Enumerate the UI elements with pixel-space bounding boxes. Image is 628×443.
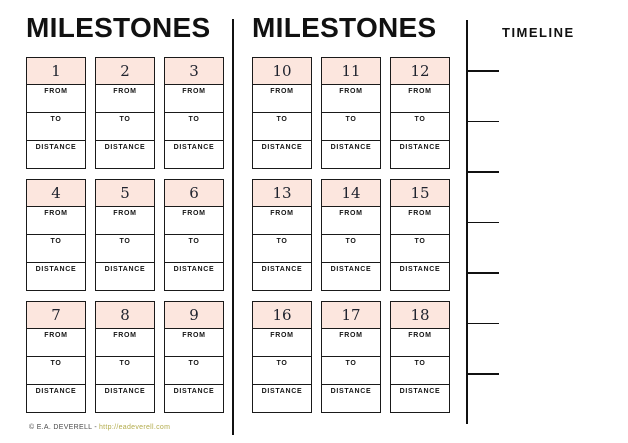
- timeline-tick: [466, 171, 499, 173]
- distance-write-area: [96, 152, 154, 168]
- from-field: [27, 328, 85, 356]
- card-number-cell: [253, 58, 311, 84]
- to-label: TO: [188, 360, 200, 367]
- distance-field: [27, 384, 85, 412]
- distance-write-area: [322, 274, 380, 290]
- card-number-cell: [165, 302, 223, 328]
- milestone-card: [26, 57, 86, 169]
- from-label: FROM: [408, 88, 432, 95]
- distance-write-area: [27, 274, 85, 290]
- to-write-area: [253, 124, 311, 140]
- from-label: FROM: [270, 88, 294, 95]
- card-number-cell: [322, 302, 380, 328]
- milestones-title-right: MILESTONES: [252, 12, 437, 43]
- to-label: TO: [276, 116, 288, 123]
- to-field: [165, 112, 223, 140]
- from-field: [96, 328, 154, 356]
- to-label: TO: [50, 116, 62, 123]
- to-write-area: [253, 368, 311, 384]
- distance-write-area: [165, 396, 223, 412]
- card-number: 7: [51, 305, 61, 324]
- from-field: [165, 328, 223, 356]
- distance-write-area: [253, 274, 311, 290]
- timeline-tick: [466, 121, 499, 123]
- card-number-cell: [322, 180, 380, 206]
- card-number: 1: [51, 61, 61, 80]
- to-write-area: [96, 124, 154, 140]
- from-field: [322, 84, 380, 112]
- card-number: 14: [341, 183, 361, 202]
- card-number: 10: [272, 61, 292, 80]
- to-write-area: [391, 246, 449, 262]
- card-number-cell: [391, 180, 449, 206]
- to-label: TO: [276, 360, 288, 367]
- from-label: FROM: [270, 210, 294, 217]
- milestones-grid-right: [252, 57, 450, 413]
- from-label: FROM: [113, 332, 137, 339]
- from-field: [96, 84, 154, 112]
- distance-field: [391, 140, 449, 168]
- timeline-tick: [466, 272, 499, 274]
- distance-field: [391, 262, 449, 290]
- distance-label: DISTANCE: [104, 388, 146, 395]
- to-label: TO: [276, 238, 288, 245]
- card-number-cell: [391, 58, 449, 84]
- milestone-card: [252, 301, 312, 413]
- from-write-area: [253, 96, 311, 112]
- distance-field: [165, 384, 223, 412]
- footer-link[interactable]: http://eadeverell.com: [98, 424, 171, 431]
- distance-field: [391, 384, 449, 412]
- to-field: [165, 356, 223, 384]
- card-number: 5: [120, 183, 130, 202]
- distance-field: [253, 140, 311, 168]
- to-field: [253, 356, 311, 384]
- copyright-text: © E.A. DEVERELL -: [29, 424, 97, 431]
- timeline-tick: [466, 222, 499, 224]
- milestone-card: [390, 57, 450, 169]
- card-number: 11: [341, 61, 361, 80]
- from-label: FROM: [339, 88, 363, 95]
- to-label: TO: [345, 360, 357, 367]
- to-write-area: [322, 124, 380, 140]
- from-field: [27, 84, 85, 112]
- to-write-area: [27, 368, 85, 384]
- to-write-area: [96, 368, 154, 384]
- from-label: FROM: [182, 210, 206, 217]
- from-label: FROM: [408, 332, 432, 339]
- card-number: 8: [120, 305, 130, 324]
- distance-field: [165, 262, 223, 290]
- distance-label: DISTANCE: [35, 388, 77, 395]
- from-field: [253, 206, 311, 234]
- distance-label: DISTANCE: [261, 388, 303, 395]
- card-number: 4: [51, 183, 61, 202]
- to-field: [96, 234, 154, 262]
- to-label: TO: [188, 238, 200, 245]
- from-write-area: [391, 340, 449, 356]
- footer: [29, 424, 170, 431]
- to-write-area: [96, 246, 154, 262]
- card-number: 2: [120, 61, 130, 80]
- distance-write-area: [96, 274, 154, 290]
- distance-label: DISTANCE: [104, 266, 146, 273]
- to-label: TO: [50, 238, 62, 245]
- timeline-ticks: [466, 0, 499, 443]
- milestone-card: [252, 57, 312, 169]
- distance-write-area: [27, 152, 85, 168]
- distance-write-area: [253, 396, 311, 412]
- card-number-cell: [253, 180, 311, 206]
- to-field: [391, 112, 449, 140]
- from-field: [27, 206, 85, 234]
- to-label: TO: [414, 116, 426, 123]
- card-number: 12: [410, 61, 430, 80]
- from-label: FROM: [339, 210, 363, 217]
- to-label: TO: [119, 238, 131, 245]
- timeline-tick: [466, 373, 499, 375]
- from-field: [391, 328, 449, 356]
- from-write-area: [253, 218, 311, 234]
- distance-field: [253, 384, 311, 412]
- card-number: 3: [189, 61, 199, 80]
- distance-field: [322, 140, 380, 168]
- from-write-area: [27, 218, 85, 234]
- milestone-card: [95, 179, 155, 291]
- from-field: [165, 84, 223, 112]
- distance-field: [322, 262, 380, 290]
- to-label: TO: [414, 360, 426, 367]
- timeline-tick: [466, 70, 499, 72]
- card-number: 17: [341, 305, 361, 324]
- card-number: 16: [272, 305, 292, 324]
- to-label: TO: [119, 116, 131, 123]
- card-number-cell: [96, 58, 154, 84]
- distance-label: DISTANCE: [35, 144, 77, 151]
- to-write-area: [27, 124, 85, 140]
- distance-label: DISTANCE: [261, 144, 303, 151]
- to-write-area: [165, 246, 223, 262]
- milestone-card: [164, 57, 224, 169]
- from-field: [165, 206, 223, 234]
- distance-write-area: [96, 396, 154, 412]
- card-number-cell: [27, 58, 85, 84]
- to-field: [96, 356, 154, 384]
- to-field: [391, 234, 449, 262]
- from-label: FROM: [44, 210, 68, 217]
- card-number-cell: [96, 180, 154, 206]
- to-field: [322, 356, 380, 384]
- distance-label: DISTANCE: [330, 144, 372, 151]
- to-field: [27, 234, 85, 262]
- to-field: [322, 112, 380, 140]
- from-label: FROM: [408, 210, 432, 217]
- card-number-cell: [27, 180, 85, 206]
- milestone-card: [390, 301, 450, 413]
- distance-field: [96, 262, 154, 290]
- distance-field: [322, 384, 380, 412]
- to-write-area: [322, 246, 380, 262]
- distance-field: [96, 384, 154, 412]
- distance-field: [96, 140, 154, 168]
- distance-write-area: [253, 152, 311, 168]
- milestone-card: [95, 301, 155, 413]
- card-number: 18: [410, 305, 430, 324]
- distance-label: DISTANCE: [330, 266, 372, 273]
- from-write-area: [253, 340, 311, 356]
- to-field: [253, 234, 311, 262]
- to-field: [165, 234, 223, 262]
- from-field: [96, 206, 154, 234]
- to-write-area: [165, 124, 223, 140]
- to-write-area: [165, 368, 223, 384]
- distance-label: DISTANCE: [173, 144, 215, 151]
- card-number: 15: [410, 183, 430, 202]
- distance-field: [27, 140, 85, 168]
- from-field: [253, 84, 311, 112]
- distance-write-area: [27, 396, 85, 412]
- to-write-area: [391, 368, 449, 384]
- from-label: FROM: [182, 88, 206, 95]
- from-field: [322, 206, 380, 234]
- to-label: TO: [345, 116, 357, 123]
- distance-write-area: [391, 152, 449, 168]
- from-write-area: [391, 218, 449, 234]
- from-label: FROM: [182, 332, 206, 339]
- from-write-area: [165, 340, 223, 356]
- milestones-title-left: MILESTONES: [26, 12, 211, 43]
- from-write-area: [96, 218, 154, 234]
- from-write-area: [165, 96, 223, 112]
- card-number-cell: [165, 58, 223, 84]
- from-field: [391, 84, 449, 112]
- to-label: TO: [414, 238, 426, 245]
- card-number-cell: [253, 302, 311, 328]
- from-write-area: [27, 96, 85, 112]
- milestone-card: [95, 57, 155, 169]
- to-write-area: [27, 246, 85, 262]
- distance-label: DISTANCE: [399, 144, 441, 151]
- card-number-cell: [322, 58, 380, 84]
- vertical-divider: [232, 19, 234, 435]
- from-label: FROM: [113, 210, 137, 217]
- distance-write-area: [165, 274, 223, 290]
- to-label: TO: [188, 116, 200, 123]
- to-field: [322, 234, 380, 262]
- to-field: [27, 356, 85, 384]
- from-field: [391, 206, 449, 234]
- card-number: 13: [272, 183, 292, 202]
- distance-label: DISTANCE: [173, 388, 215, 395]
- distance-label: DISTANCE: [399, 388, 441, 395]
- card-number: 6: [189, 183, 199, 202]
- from-label: FROM: [113, 88, 137, 95]
- to-label: TO: [119, 360, 131, 367]
- distance-label: DISTANCE: [104, 144, 146, 151]
- distance-write-area: [322, 152, 380, 168]
- from-write-area: [27, 340, 85, 356]
- distance-field: [253, 262, 311, 290]
- milestone-card: [164, 179, 224, 291]
- from-write-area: [391, 96, 449, 112]
- distance-field: [165, 140, 223, 168]
- card-number-cell: [27, 302, 85, 328]
- from-label: FROM: [339, 332, 363, 339]
- milestone-card: [321, 301, 381, 413]
- distance-write-area: [322, 396, 380, 412]
- timeline-tick: [466, 323, 499, 325]
- card-number-cell: [165, 180, 223, 206]
- from-field: [322, 328, 380, 356]
- from-write-area: [96, 340, 154, 356]
- milestone-card: [321, 57, 381, 169]
- from-label: FROM: [44, 332, 68, 339]
- card-number: 9: [189, 305, 199, 324]
- from-write-area: [322, 96, 380, 112]
- to-field: [96, 112, 154, 140]
- from-write-area: [322, 340, 380, 356]
- distance-label: DISTANCE: [35, 266, 77, 273]
- from-write-area: [165, 218, 223, 234]
- to-label: TO: [50, 360, 62, 367]
- from-write-area: [96, 96, 154, 112]
- distance-write-area: [391, 396, 449, 412]
- to-field: [391, 356, 449, 384]
- milestone-card: [252, 179, 312, 291]
- to-write-area: [391, 124, 449, 140]
- to-write-area: [253, 246, 311, 262]
- to-label: TO: [345, 238, 357, 245]
- milestone-card: [26, 179, 86, 291]
- distance-label: DISTANCE: [173, 266, 215, 273]
- timeline-title: TIMELINE: [502, 25, 575, 40]
- distance-field: [27, 262, 85, 290]
- from-field: [253, 328, 311, 356]
- milestone-card: [164, 301, 224, 413]
- to-field: [253, 112, 311, 140]
- from-label: FROM: [44, 88, 68, 95]
- distance-write-area: [165, 152, 223, 168]
- milestone-card: [390, 179, 450, 291]
- distance-label: DISTANCE: [399, 266, 441, 273]
- milestone-card: [26, 301, 86, 413]
- distance-write-area: [391, 274, 449, 290]
- distance-label: DISTANCE: [330, 388, 372, 395]
- from-write-area: [322, 218, 380, 234]
- card-number-cell: [96, 302, 154, 328]
- to-write-area: [322, 368, 380, 384]
- to-field: [27, 112, 85, 140]
- milestones-grid-left: [26, 57, 224, 413]
- milestone-card: [321, 179, 381, 291]
- from-label: FROM: [270, 332, 294, 339]
- card-number-cell: [391, 302, 449, 328]
- distance-label: DISTANCE: [261, 266, 303, 273]
